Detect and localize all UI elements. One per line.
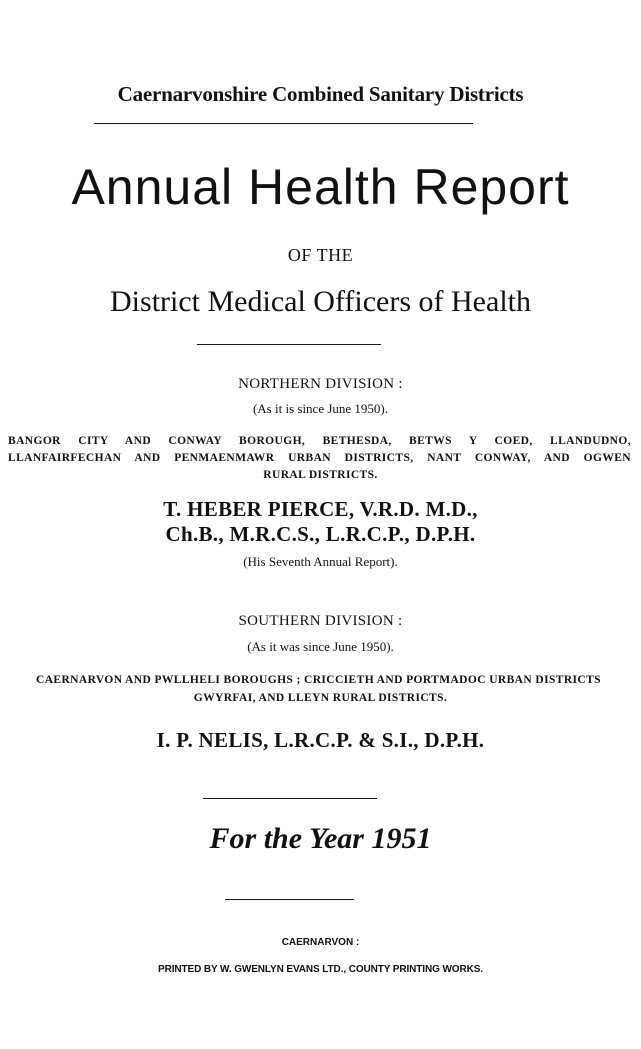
- rule-top: [94, 123, 473, 124]
- header-caernarvonshire: Caernarvonshire Combined Sanitary Districts: [117, 82, 524, 106]
- rule-middle: [203, 798, 377, 799]
- rule-lower: [225, 899, 354, 900]
- northern-districts-line-2: LLANFAIRFECHAN AND PENMAENMAWR URBAN DISTRICTS, NANT CONWAY, AND OGWEN: [8, 452, 631, 464]
- northern-report-note: (His Seventh Annual Report).: [243, 554, 398, 569]
- of-the-label: OF THE: [287, 245, 354, 265]
- southern-division-heading: SOUTHERN DIVISION :: [238, 613, 403, 629]
- southern-districts-line-2: GWYRFAI, AND LLEYN RURAL DISTRICTS.: [193, 692, 448, 704]
- printer-place: CAERNARVON :: [281, 937, 360, 948]
- page-title: Annual Health Report: [71, 159, 570, 215]
- southern-districts-line-1: CAERNARVON AND PWLLHELI BOROUGHS ; CRICCIETH AND PORTMADOC URBAN DISTRICTS: [36, 674, 601, 686]
- year-line: For the Year 1951: [209, 822, 432, 855]
- northern-districts-line-1: BANGOR CITY AND CONWAY BOROUGH, BETHESDA, BETWS Y COED, LLANDUDNO,: [8, 435, 631, 447]
- southern-officer: I. P. NELIS, L.R.C.P. & S.I., D.P.H.: [156, 728, 485, 752]
- subtitle-dmo: District Medical Officers of Health: [110, 285, 531, 318]
- northern-districts-line-3: RURAL DISTRICTS.: [263, 469, 378, 481]
- printer-imprint: PRINTED BY W. GWENLYN EVANS LTD., COUNTY PRINTING WORKS.: [158, 964, 483, 975]
- southern-division-note: (As it was since June 1950).: [247, 639, 394, 654]
- northern-division-note: (As it is since June 1950).: [252, 401, 389, 416]
- northern-officer-line-1: T. HEBER PIERCE, V.R.D. M.D.,: [163, 497, 478, 521]
- northern-officer-line-2: Ch.B., M.R.C.S., L.R.C.P., D.P.H.: [165, 522, 476, 546]
- rule-upper: [197, 344, 381, 345]
- northern-division-heading: NORTHERN DIVISION :: [238, 376, 403, 392]
